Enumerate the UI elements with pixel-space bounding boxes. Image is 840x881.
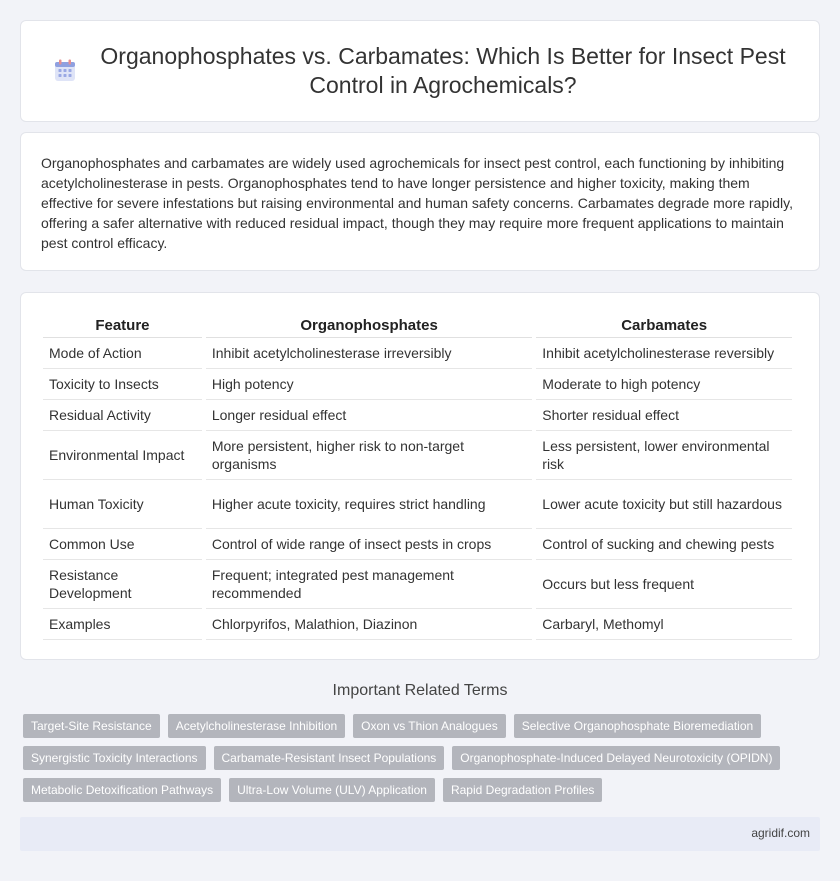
organophosphates-cell: High potency bbox=[206, 369, 532, 400]
intro-paragraph: Organophosphates and carbamates are widely used agrochemicals for insect pest control, each functioning by inhibiting acetylcholinesterase in pests. Organophosphates tend to have longer persistence and higher toxicity, making them effective for severe infestations but raising environmental and human safety concerns. Carbamates degrade more rapidly, offering a safer alternative with reduced residual impact, though they may require more frequent applications to maintain pest control efficacy. bbox=[41, 155, 793, 251]
organophosphates-cell: More persistent, higher risk to non-target organisms bbox=[206, 431, 532, 480]
organophosphates-cell: Inhibit acetylcholinesterase irreversibly bbox=[206, 338, 532, 369]
related-term-tag[interactable]: Ultra-Low Volume (ULV) Application bbox=[229, 778, 435, 802]
carbamates-cell: Carbaryl, Methomyl bbox=[536, 609, 792, 640]
page-title: Organophosphates vs. Carbamates: Which Is Better for Insect Pest Control in Agrochemicals? bbox=[100, 43, 786, 98]
feature-cell: Human Toxicity bbox=[43, 480, 202, 529]
feature-cell: Environmental Impact bbox=[43, 431, 202, 480]
related-term-tag[interactable]: Organophosphate-Induced Delayed Neurotoxicity (OPIDN) bbox=[452, 746, 780, 770]
feature-cell: Toxicity to Insects bbox=[43, 369, 202, 400]
organophosphates-cell: Control of wide range of insect pests in crops bbox=[206, 529, 532, 560]
table-row bbox=[43, 431, 792, 480]
related-term-tag[interactable]: Metabolic Detoxification Pathways bbox=[23, 778, 221, 802]
footer bbox=[20, 817, 820, 851]
footer-site-link[interactable]: agridif.com bbox=[751, 826, 810, 840]
carbamates-cell: Moderate to high potency bbox=[536, 369, 792, 400]
calendar-grid-icon bbox=[52, 58, 78, 84]
related-terms-tags bbox=[23, 714, 813, 810]
table-row bbox=[43, 400, 792, 431]
table-row bbox=[43, 609, 792, 640]
table-row bbox=[43, 480, 792, 529]
carbamates-cell: Less persistent, lower environmental risk bbox=[536, 431, 792, 480]
feature-cell: Mode of Action bbox=[43, 338, 202, 369]
header-organophosphates: Organophosphates bbox=[206, 311, 532, 338]
organophosphates-cell: Higher acute toxicity, requires strict handling bbox=[206, 480, 532, 529]
related-term-tag[interactable]: Target-Site Resistance bbox=[23, 714, 160, 738]
related-terms-title: Important Related Terms bbox=[332, 682, 508, 699]
comparison-card bbox=[20, 292, 820, 660]
carbamates-cell: Shorter residual effect bbox=[536, 400, 792, 431]
header-feature: Feature bbox=[43, 311, 202, 338]
intro-card bbox=[20, 132, 820, 271]
carbamates-cell: Control of sucking and chewing pests bbox=[536, 529, 792, 560]
feature-cell: Residual Activity bbox=[43, 400, 202, 431]
carbamates-cell: Occurs but less frequent bbox=[536, 560, 792, 609]
related-term-tag[interactable]: Oxon vs Thion Analogues bbox=[353, 714, 506, 738]
table-row bbox=[43, 560, 792, 609]
table-row bbox=[43, 338, 792, 369]
table-row bbox=[43, 369, 792, 400]
organophosphates-cell: Longer residual effect bbox=[206, 400, 532, 431]
header-carbamates: Carbamates bbox=[536, 311, 792, 338]
carbamates-cell: Lower acute toxicity but still hazardous bbox=[536, 480, 792, 529]
header-card bbox=[20, 20, 820, 122]
table-row bbox=[43, 529, 792, 560]
related-term-tag[interactable]: Carbamate-Resistant Insect Populations bbox=[214, 746, 445, 770]
feature-cell: Examples bbox=[43, 609, 202, 640]
comparison-table bbox=[39, 311, 796, 640]
related-term-tag[interactable]: Synergistic Toxicity Interactions bbox=[23, 746, 206, 770]
feature-cell: Resistance Development bbox=[43, 560, 202, 609]
related-term-tag[interactable]: Selective Organophosphate Bioremediation bbox=[514, 714, 761, 738]
related-term-tag[interactable]: Acetylcholinesterase Inhibition bbox=[168, 714, 345, 738]
related-term-tag[interactable]: Rapid Degradation Profiles bbox=[443, 778, 602, 802]
organophosphates-cell: Frequent; integrated pest management recommended bbox=[206, 560, 532, 609]
table-header-row bbox=[43, 311, 792, 338]
carbamates-cell: Inhibit acetylcholinesterase reversibly bbox=[536, 338, 792, 369]
feature-cell: Common Use bbox=[43, 529, 202, 560]
organophosphates-cell: Chlorpyrifos, Malathion, Diazinon bbox=[206, 609, 532, 640]
